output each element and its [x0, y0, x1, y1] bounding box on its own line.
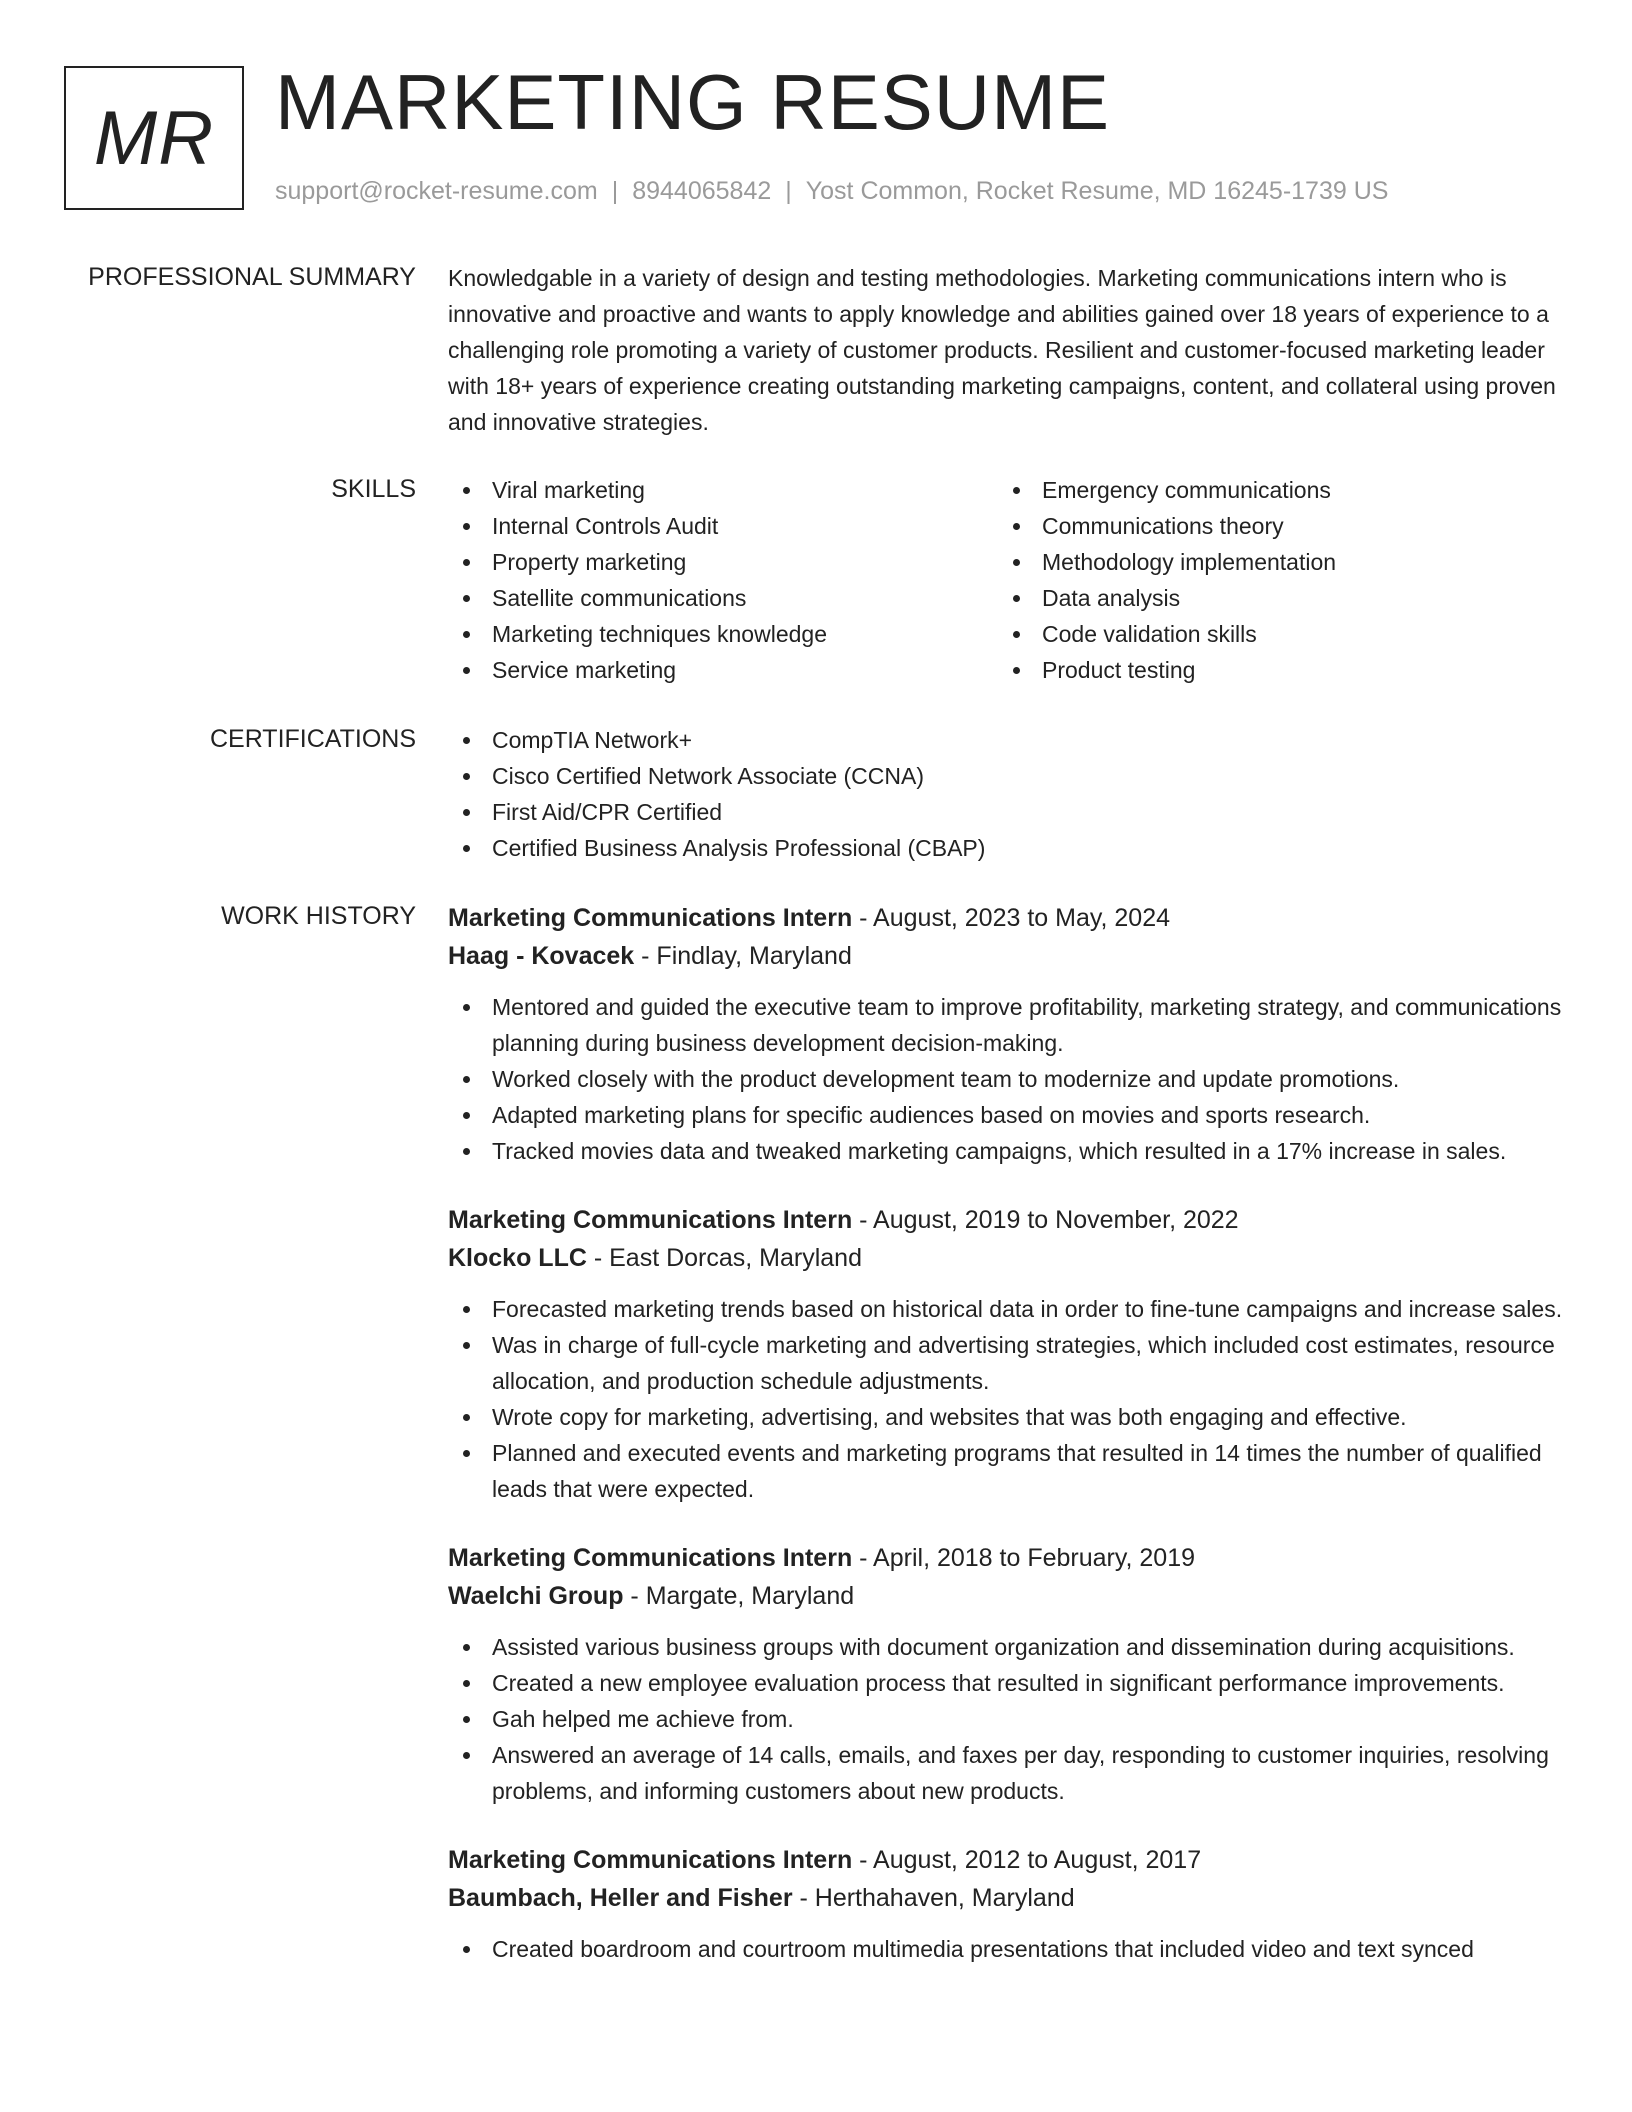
certification-item: Cisco Certified Network Associate (CCNA)	[448, 758, 1563, 794]
skill-item: Satellite communications	[448, 580, 998, 616]
job-title: Marketing Communications Intern	[448, 1846, 853, 1874]
skill-item: Emergency communications	[998, 472, 1548, 508]
job-bullet: Created boardroom and courtroom multimedia presentations that included video and text synced	[448, 1931, 1563, 1967]
job-bullet: Tracked movies data and tweaked marketing campaigns, which resulted in a 17% increase in sales.	[448, 1133, 1563, 1169]
skill-item: Marketing techniques knowledge	[448, 616, 998, 652]
job-bullet: Worked closely with the product development team to modernize and update promotions.	[448, 1061, 1563, 1097]
job-company-line	[448, 1879, 1563, 1917]
job-bullets	[448, 989, 1563, 1169]
job-bullets	[448, 1931, 1563, 1967]
certifications-body	[448, 722, 1563, 866]
section-heading: SKILLS	[331, 475, 416, 503]
contact-line	[275, 174, 1388, 208]
job-entry	[448, 1539, 1563, 1809]
contact-separator: |	[785, 177, 792, 205]
certification-item: CompTIA Network+	[448, 722, 1563, 758]
section-heading: WORK HISTORY	[221, 902, 416, 930]
contact-phone: 8944065842	[632, 177, 772, 205]
certification-item: First Aid/CPR Certified	[448, 794, 1563, 830]
job-company-line	[448, 1577, 1563, 1615]
contact-address: Yost Common, Rocket Resume, MD 16245-1739 US	[805, 177, 1389, 205]
job-bullet: Gah helped me achieve from.	[448, 1701, 1563, 1737]
job-entry	[448, 899, 1563, 1169]
certifications-list	[448, 722, 1563, 866]
job-bullet: Wrote copy for marketing, advertising, and websites that was both engaging and effective.	[448, 1399, 1563, 1435]
job-bullet: Assisted various business groups with document organization and dissemination during acquisitions.	[448, 1629, 1563, 1665]
job-company-line	[448, 937, 1563, 975]
job-dates: - April, 2018 to February, 2019	[852, 1544, 1196, 1572]
job-title: Marketing Communications Intern	[448, 1544, 853, 1572]
skill-item: Service marketing	[448, 652, 998, 688]
job-dates: - August, 2023 to May, 2024	[852, 904, 1171, 932]
job-entry	[448, 1841, 1563, 1967]
monogram-initials: MR	[93, 95, 215, 181]
resume-title: MARKETING RESUME	[275, 58, 1111, 146]
job-bullet: Planned and executed events and marketing programs that resulted in 14 times the number of qualified leads that were expected.	[448, 1435, 1563, 1507]
skill-item: Data analysis	[998, 580, 1548, 616]
job-company-line	[448, 1239, 1563, 1277]
job-bullet: Adapted marketing plans for specific audiences based on movies and sports research.	[448, 1097, 1563, 1133]
job-title: Marketing Communications Intern	[448, 1206, 853, 1234]
job-title-line	[448, 899, 1563, 937]
skill-item: Product testing	[998, 652, 1548, 688]
job-dates: - August, 2012 to August, 2017	[852, 1846, 1202, 1874]
job-location: - Findlay, Maryland	[634, 942, 852, 970]
job-title-line	[448, 1201, 1563, 1239]
job-bullet: Answered an average of 14 calls, emails, and faxes per day, responding to customer inquiries, resolving problems, and informing customers about new products.	[448, 1737, 1563, 1809]
job-bullet: Was in charge of full-cycle marketing and advertising strategies, which included cost estimates, resource allocation, and production schedule adjustments.	[448, 1327, 1563, 1399]
skill-item: Code validation skills	[998, 616, 1548, 652]
job-location: - Margate, Maryland	[623, 1582, 855, 1610]
work-history-body	[448, 899, 1563, 1999]
contact-separator: |	[611, 177, 619, 205]
job-company: Baumbach, Heller and Fisher	[448, 1884, 793, 1912]
job-company: Waelchi Group	[448, 1582, 624, 1610]
job-company: Haag - Kovacek	[448, 942, 635, 970]
job-company: Klocko LLC	[448, 1244, 587, 1272]
job-dates: - August, 2019 to November, 2022	[852, 1206, 1239, 1234]
skill-item: Communications theory	[998, 508, 1548, 544]
section-heading: CERTIFICATIONS	[209, 725, 416, 753]
job-title: Marketing Communications Intern	[448, 904, 853, 932]
job-title-line	[448, 1539, 1563, 1577]
skill-item: Property marketing	[448, 544, 998, 580]
certification-item: Certified Business Analysis Professional (CBAP)	[448, 830, 1563, 866]
skill-item: Methodology implementation	[998, 544, 1548, 580]
skills-list-left	[448, 472, 998, 688]
summary-text: Knowledgable in a variety of design and testing methodologies. Marketing communications intern who is innovative and proactive and wants to apply knowledge and abilities gained over 18 years of experience to a challenging role promoting a variety of customer products. Resilient and customer-focused marketing leader with 18+ years of experience creating outstanding marketing campaigns, content, and collateral using proven and innovative strategies.	[448, 265, 1556, 435]
job-entry	[448, 1201, 1563, 1507]
job-title-line	[448, 1841, 1563, 1879]
job-bullet: Mentored and guided the executive team to improve profitability, marketing strategy, and communications planning during business development decision-making.	[448, 989, 1563, 1061]
job-bullets	[448, 1629, 1563, 1809]
job-bullet: Forecasted marketing trends based on historical data in order to fine-tune campaigns and increase sales.	[448, 1291, 1563, 1327]
job-location: - Herthahaven, Maryland	[792, 1884, 1075, 1912]
job-bullets	[448, 1291, 1563, 1507]
job-location: - East Dorcas, Maryland	[586, 1244, 862, 1272]
contact-email: support@rocket-resume.com	[275, 177, 598, 205]
section-heading: PROFESSIONAL SUMMARY	[88, 263, 416, 291]
skills-list-right	[998, 472, 1548, 688]
skills-columns	[448, 472, 1563, 688]
monogram-box	[64, 66, 244, 210]
skill-item: Internal Controls Audit	[448, 508, 998, 544]
skill-item: Viral marketing	[448, 472, 998, 508]
job-bullet: Created a new employee evaluation process that resulted in significant performance improvements.	[448, 1665, 1563, 1701]
